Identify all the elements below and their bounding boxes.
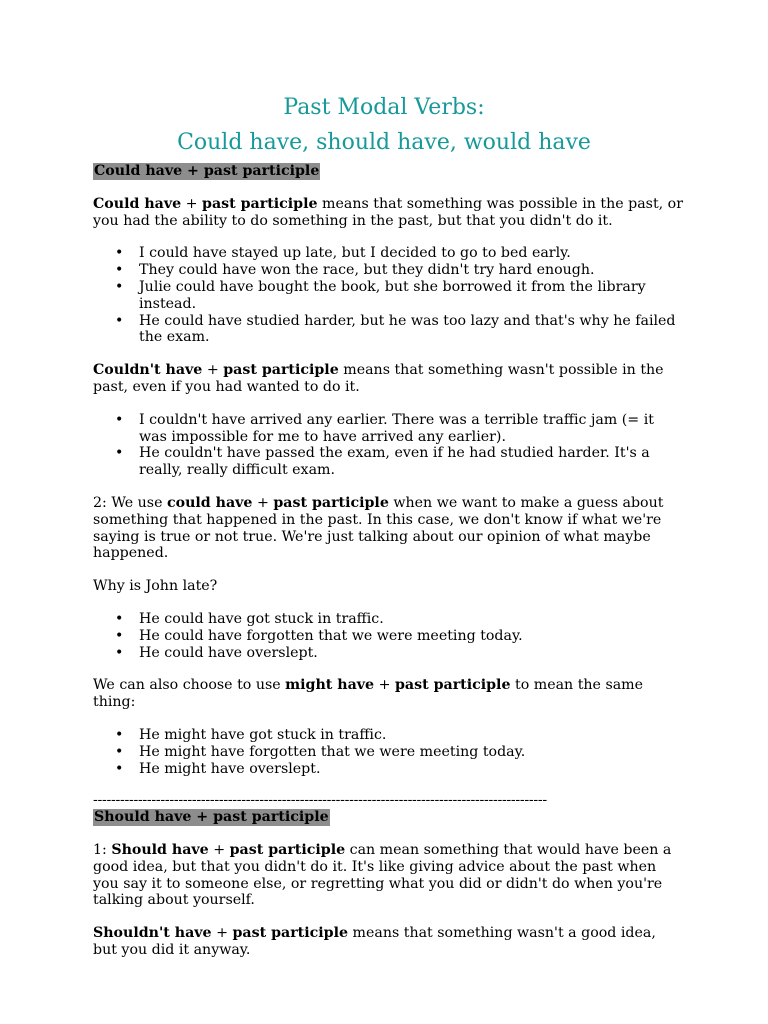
section-heading-could-have	[93, 163, 683, 180]
list-item: • Julie could have bought the book, but she borrowed it from the library instead.	[93, 279, 683, 313]
bold-term: past participle	[394, 677, 511, 694]
list-item: • They could have won the race, but they didn't try hard enough.	[93, 262, 683, 279]
list-item: • He couldn't have passed the exam, even if he had studied harder. It's a really, really difficult exam.	[93, 445, 683, 479]
text: We can also choose to use	[93, 677, 286, 694]
bold-term: past participle	[223, 362, 339, 379]
bold-term: past participle	[232, 925, 348, 942]
title-line-1: Past Modal Verbs:	[283, 95, 485, 120]
bold-term: Shouldn't have	[93, 925, 212, 942]
bold-term: past participle	[202, 195, 318, 212]
bold-term: past participle	[273, 494, 389, 511]
bold-term: Could have	[93, 195, 182, 212]
bold-term: could have	[166, 494, 253, 511]
text: +	[208, 841, 230, 858]
example-list-couldnt-have	[93, 412, 683, 479]
text: +	[181, 195, 203, 212]
list-item: • I couldn't have arrived any earlier. There was a terrible traffic jam (= it was impossible for me to have arrived any earlier).	[93, 412, 683, 446]
example-list-might-have	[93, 727, 683, 777]
list-item: • I could have stayed up late, but I decided to go to bed early.	[93, 245, 683, 262]
document-body	[93, 163, 683, 959]
list-item: • He might have forgotten that we were meeting today.	[93, 744, 683, 761]
list-item: • He could have got stuck in traffic.	[93, 611, 683, 628]
list-item: • He might have got stuck in traffic.	[93, 727, 683, 744]
text: means that something was possible in the past, or you had the ability to do something in the past, but that you didn't do it.	[93, 195, 683, 229]
paragraph-guess	[93, 495, 683, 562]
text: +	[211, 925, 233, 942]
example-list-could-have	[93, 245, 683, 346]
list-item: • He could have overslept.	[93, 645, 683, 662]
paragraph-couldnt-have	[93, 362, 683, 396]
text: 1:	[93, 841, 112, 858]
text: to mean the same thing:	[93, 677, 644, 711]
text: means that something wasn't possible in the past, even if you had wanted to do it.	[93, 362, 664, 395]
list-item: • He might have overslept.	[93, 761, 683, 778]
text: +	[374, 677, 395, 694]
paragraph-might-have	[93, 677, 683, 711]
text: can mean something that would have been a good idea, but that you didn't do it. It's like giving advice about the past when you say it to someone else, or regretting what you did or didn't do when you're talking about yourself.	[93, 841, 672, 909]
text: means that something wasn't a good idea, but you did it anyway.	[93, 925, 656, 958]
list-item: • He could have forgotten that we were meeting today.	[93, 628, 683, 645]
highlighted-heading: Should have + past participle	[94, 809, 329, 826]
bold-term: past participle	[229, 841, 346, 858]
question-text: Why is John late?	[93, 578, 218, 595]
text: 2: We use	[93, 494, 167, 511]
text: +	[202, 362, 224, 379]
title-line-2: Could have, should have, would have	[177, 130, 591, 155]
paragraph-could-have	[93, 196, 683, 230]
section-heading-should-have	[93, 809, 683, 826]
example-list-guess	[93, 611, 683, 661]
highlighted-heading: Could have + past participle	[94, 163, 320, 179]
bold-term: Couldn't have	[93, 362, 203, 379]
text: +	[252, 494, 274, 511]
bold-term: might have	[285, 677, 375, 694]
text: when we want to make a guess about something that happened in the past. In this case, we don't know if what we're saying is true or not true. We're just talking about our opinion of what maybe happened.	[93, 494, 664, 562]
bold-term: Should have	[111, 841, 209, 858]
list-item: • He could have studied harder, but he was too lazy and that's why he failed the exam.	[93, 313, 683, 347]
paragraph-shouldnt-have	[93, 925, 683, 959]
dashed-divider: -----------------------------------------------------------------------------------------------------	[93, 792, 547, 809]
paragraph-should-have	[93, 842, 683, 909]
